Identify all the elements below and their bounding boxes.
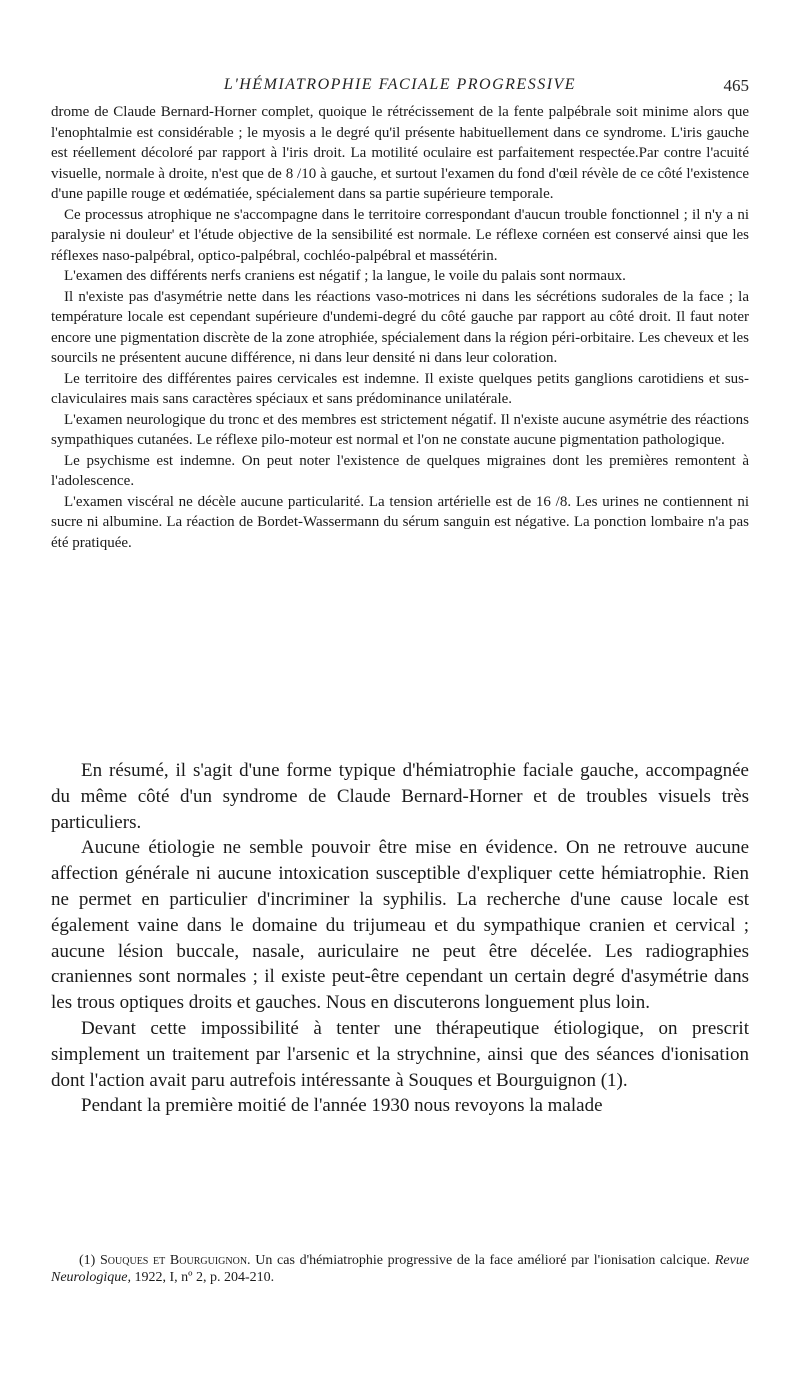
paragraph: L'examen neurologique du tronc et des membres est strictement négatif. Il n'existe aucune asymétrie des réactions sympathiques cutanées. Le réflexe pilo-moteur est normal et l'on ne constate aucune pigmentation pathologique. <box>51 411 749 448</box>
paragraph: L'examen des différents nerfs craniens est négatif ; la langue, le voile du palais sont normaux. <box>64 268 626 284</box>
paragraph: Pendant la première moitié de l'année 1930 nous revoyons la malade <box>81 1095 603 1117</box>
footnote-title: Un cas d'hémiatrophie progressive de la face amélioré par l'ionisation calcique. <box>255 1253 711 1268</box>
paragraph: Il n'existe pas d'asymétrie nette dans les réactions vaso-motrices ni dans les sécrétions sudorales de la face ; la température locale est cependant supérieure d'undemi-degré du côté gauche par rapport au côté droit. Il faut noter encore une pigmentation discrète de la zone atrophiée, spécialement dans la région péri-orbitaire. Les cheveux et les sourcils ne présentent aucune différence, ni dans leur densité ni dans leur coloration. <box>51 288 749 366</box>
footnote-journal: Revue Neurologique, <box>51 1253 750 1285</box>
summary-section <box>51 758 749 1119</box>
paragraph: En résumé, il s'agit d'une forme typique d'hémiatrophie faciale gauche, accompagnée du même côté d'un syndrome de Claude Bernard-Horner et de troubles visuels très particuliers. <box>51 760 749 833</box>
paragraph: Ce processus atrophique ne s'accompagne dans le territoire correspondant d'aucun trouble fonctionnel ; il n'y a ni paralysie ni douleur' et l'étude objective de la sensibilité est normale. Le réflexe cornéen est conservé ainsi que les réflexes naso-palpébral, optico-palpébral, cochléo-palpébral et massétérin. <box>51 206 749 264</box>
paragraph: Devant cette impossibilité à tenter une thérapeutique étiologique, on prescrit simplement un traitement par l'arsenic et la strychnine, ainsi que des séances d'ionisation dont l'action avait paru autrefois intéressante à Souques et Bourguignon (1). <box>51 1017 749 1091</box>
case-description <box>51 102 749 553</box>
paragraph: Le psychisme est indemne. On peut noter l'existence de quelques migraines dont les premières remontent à l'adolescence. <box>51 452 749 489</box>
paragraph: Aucune étiologie ne semble pouvoir être mise en évidence. On ne retrouve aucune affection générale ni aucune intoxication susceptible d'expliquer cette hémiatrophie. Rien ne permet en particulier d'incriminer la syphilis. La recherche d'une cause locale est également vaine dans le domaine du trijumeau et du sympathique cranien et cervical ; aucune lésion buccale, nasale, auriculaire ne peut être décelée. Les radiographies craniennes sont normales ; il existe peut-être cependant un certain degré d'asymétrie dans les trous optiques droits et gauches. Nous en discuterons longuement plus loin. <box>51 837 749 1014</box>
paragraph: drome de Claude Bernard-Horner complet, quoique le rétrécissement de la fente palpébrale soit minime alors que l'enophtalmie est considérable ; le myosis a le degré qu'il présente habituellement dans ce syndrome. L'iris gauche est réellement décoloré par rapport à l'iris droit. La motilité oculaire est parfaitement respectée.Par contre l'acuité visuelle, normale à droite, n'est que de 8 /10 à gauche, et surtout l'examen du fond d'œil révèle de ce côté l'existence d'une papille rouge et œdématiée, spécialement dans sa partie supérieure temporale. <box>51 104 749 202</box>
paragraph: Le territoire des différentes paires cervicales est indemne. Il existe quelques petits ganglions carotidiens et sus-claviculaires mais sans caractères spéciaux et sans prédominance unilatérale. <box>51 370 749 407</box>
page-number: 465 <box>723 76 749 95</box>
footnote-authors: Souques et Bourguignon. <box>100 1253 251 1268</box>
page-header <box>0 76 800 100</box>
paragraph: L'examen viscéral ne décèle aucune particularité. La tension artérielle est de 16 /8. Les urines ne contiennent ni sucre ni albumine. La réaction de Bordet-Wassermann du sérum sanguin est négative. La ponction lombaire n'a pas été pratiquée. <box>51 493 749 551</box>
footnote-details: 1922, I, nº 2, p. 204-210. <box>134 1270 275 1285</box>
footnote-marker: (1) <box>79 1253 96 1268</box>
running-head: L'HÉMIATROPHIE FACIALE PROGRESSIVE <box>223 76 577 93</box>
footnote <box>51 1252 749 1286</box>
footnote-text <box>51 1252 749 1286</box>
